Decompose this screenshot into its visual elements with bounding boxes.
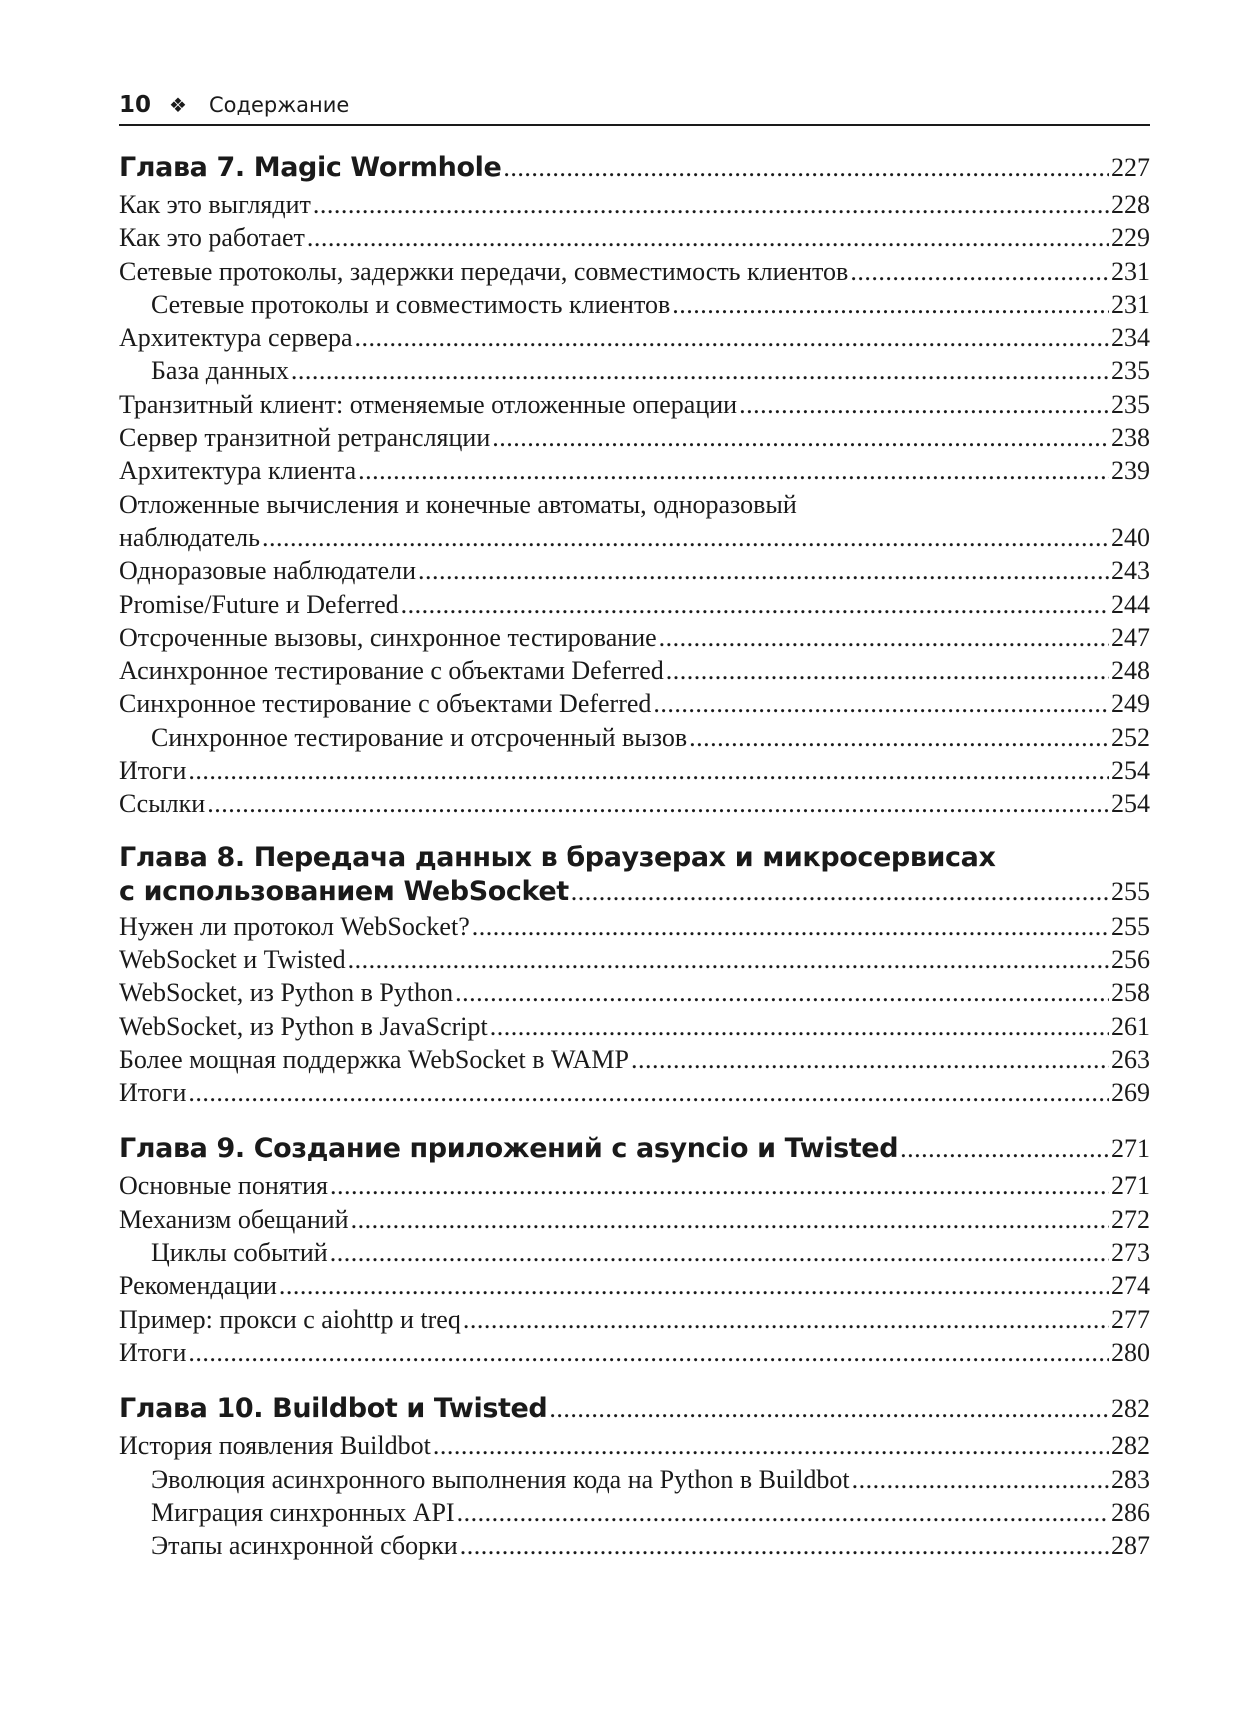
dot-leader	[503, 148, 1109, 188]
entry-title: наблюдатель	[119, 522, 260, 552]
dot-leader	[330, 1169, 1109, 1202]
toc-entry[interactable]	[119, 1269, 1150, 1302]
entry-title: Архитектура клиента	[119, 456, 357, 486]
entry-title: Синхронное тестирование с объектами Deferred	[119, 689, 652, 719]
chapter-page: 282	[1111, 1394, 1150, 1424]
entry-title: WebSocket и Twisted	[119, 944, 346, 974]
dot-leader	[433, 1429, 1109, 1462]
toc-entry[interactable]	[119, 388, 1150, 421]
entry-title: Отсроченные вызовы, синхронное тестирование	[119, 622, 657, 652]
entry-page: 255	[1111, 911, 1150, 941]
entry-title: Архитектура сервера	[119, 323, 353, 353]
dot-leader	[490, 1010, 1109, 1043]
entry-page: 277	[1111, 1304, 1150, 1334]
entry-title: Сетевые протоколы и совместимость клиентов	[151, 289, 671, 319]
dot-leader	[457, 1496, 1109, 1529]
chapter-heading[interactable]	[119, 1129, 1150, 1169]
toc-subentry[interactable]	[119, 354, 1150, 387]
dot-leader	[401, 588, 1109, 621]
toc-entry[interactable]	[119, 454, 1150, 487]
chapter-heading[interactable]	[119, 148, 1150, 188]
toc-entry[interactable]	[119, 588, 1150, 621]
toc-entry[interactable]	[119, 554, 1150, 587]
toc-subentry[interactable]	[119, 1496, 1150, 1529]
entry-page: 239	[1111, 456, 1150, 486]
entry-page: 228	[1111, 190, 1150, 219]
entry-title: Сетевые протоколы, задержки передачи, совместимость клиентов	[119, 256, 849, 286]
dot-leader	[188, 754, 1109, 787]
toc-entry[interactable]	[119, 910, 1150, 943]
entry-title: Миграция синхронных API	[151, 1497, 455, 1527]
ornament-icon: ❖	[169, 93, 187, 117]
dot-leader	[852, 1463, 1109, 1496]
dot-leader	[418, 554, 1109, 587]
toc-entry[interactable]	[119, 1429, 1150, 1462]
chapter-page: 227	[1111, 153, 1150, 182]
entry-page: 256	[1111, 944, 1150, 974]
entry-page: 274	[1111, 1271, 1150, 1301]
dot-leader	[666, 654, 1109, 687]
entry-page: 282	[1111, 1431, 1150, 1461]
dot-leader	[455, 976, 1109, 1009]
dot-leader	[188, 1336, 1109, 1369]
entry-page: 244	[1111, 589, 1150, 619]
entry-page: 272	[1111, 1204, 1150, 1234]
dot-leader	[313, 188, 1109, 221]
dot-leader	[348, 943, 1109, 976]
dot-leader	[460, 1529, 1109, 1562]
dot-leader	[672, 288, 1109, 321]
toc-entry[interactable]	[119, 976, 1150, 1009]
toc-entry[interactable]	[119, 1303, 1150, 1336]
entry-page: 258	[1111, 978, 1150, 1008]
entry-title: Пример: прокси с aiohttp и treq	[119, 1304, 461, 1334]
toc-subentry[interactable]	[119, 721, 1150, 754]
dot-leader	[279, 1269, 1109, 1302]
dot-leader	[631, 1043, 1109, 1076]
toc-entry[interactable]	[119, 1169, 1150, 1202]
dot-leader	[351, 1203, 1109, 1236]
entry-page: 280	[1111, 1337, 1150, 1367]
entry-page: 243	[1111, 556, 1150, 586]
entry-title: Итоги	[119, 1337, 187, 1367]
entry-page: 249	[1111, 689, 1150, 719]
toc-page	[119, 92, 1150, 1562]
page-number: 10	[119, 92, 152, 118]
entry-title: Более мощная поддержка WebSocket в WAMP	[119, 1044, 629, 1074]
toc-subentry[interactable]	[119, 288, 1150, 321]
dot-leader	[739, 388, 1109, 421]
chapter-title: Глава 7. Magic Wormhole	[119, 152, 502, 183]
running-header	[119, 92, 1150, 126]
dot-leader	[188, 1076, 1109, 1109]
toc-subentry[interactable]	[119, 1463, 1150, 1496]
chapter-9	[119, 1129, 1150, 1369]
entry-title: База данных	[151, 356, 289, 386]
dot-leader	[262, 521, 1109, 554]
dot-leader	[207, 787, 1109, 820]
toc-entry[interactable]	[119, 421, 1150, 454]
entry-title: Как это работает	[119, 223, 305, 253]
toc-entry[interactable]	[119, 321, 1150, 354]
entry-title: Асинхронное тестирование с объектами Deferred	[119, 656, 664, 686]
entry-page: 235	[1111, 389, 1150, 419]
chapter-page: 255	[1111, 876, 1150, 906]
chapter-page: 271	[1111, 1134, 1150, 1164]
entry-title: История появления Buildbot	[119, 1431, 431, 1461]
chapter-title: Глава 9. Создание приложений с asyncio и Twisted	[119, 1133, 899, 1165]
entry-page: 273	[1111, 1238, 1150, 1268]
chapter-10	[119, 1389, 1150, 1562]
toc-entry[interactable]	[119, 1010, 1150, 1043]
dot-leader	[291, 354, 1109, 387]
entry-page: 287	[1111, 1531, 1150, 1561]
entry-page: 261	[1111, 1011, 1150, 1041]
entry-page: 235	[1111, 356, 1150, 386]
dot-leader	[659, 621, 1109, 654]
dot-leader	[549, 1389, 1109, 1429]
entry-page: 247	[1111, 622, 1150, 652]
chapter-title: с использованием WebSocket	[119, 875, 569, 907]
entry-title: Одноразовые наблюдатели	[119, 556, 417, 586]
entry-title: Нужен ли протокол WebSocket?	[119, 911, 470, 941]
entry-page: 269	[1111, 1078, 1150, 1108]
entry-page: 238	[1111, 423, 1150, 453]
toc-entry[interactable]	[119, 787, 1150, 820]
toc-entry[interactable]	[119, 754, 1150, 787]
dot-leader	[571, 874, 1109, 910]
toc-entry[interactable]	[119, 255, 1150, 288]
dot-leader	[492, 421, 1109, 454]
entry-page: 271	[1111, 1171, 1150, 1201]
toc-entry[interactable]	[119, 1043, 1150, 1076]
dot-leader	[689, 721, 1109, 754]
entry-title: Promise/Future и Deferred	[119, 589, 399, 619]
dot-leader	[330, 1236, 1109, 1269]
entry-page: 286	[1111, 1497, 1150, 1527]
chapter-heading[interactable]	[119, 1389, 1150, 1429]
dot-leader	[900, 1129, 1109, 1169]
entry-page: 254	[1111, 789, 1150, 819]
entry-title: WebSocket, из Python в Python	[119, 978, 454, 1008]
dot-leader	[307, 221, 1109, 254]
toc-entry[interactable]	[119, 521, 1150, 554]
entry-page: 240	[1111, 522, 1150, 552]
chapter-8	[119, 841, 1150, 1110]
toc-entry[interactable]	[119, 221, 1150, 254]
running-title: Содержание	[208, 93, 350, 117]
entry-title: Основные понятия	[119, 1171, 328, 1201]
toc-entry[interactable]	[119, 188, 1150, 221]
dot-leader	[472, 910, 1109, 943]
toc-subentry[interactable]	[119, 1529, 1150, 1562]
entry-page: 231	[1111, 289, 1150, 319]
entry-page: 254	[1111, 756, 1150, 786]
entry-page: 263	[1111, 1044, 1150, 1074]
entry-title: Сервер транзитной ретрансляции	[119, 423, 491, 453]
toc-entry[interactable]	[119, 1076, 1150, 1109]
entry-title: Рекомендации	[119, 1271, 277, 1301]
dot-leader	[355, 321, 1109, 354]
entry-title: Итоги	[119, 756, 187, 786]
dot-leader	[463, 1303, 1109, 1336]
chapter-title-line1[interactable]: Глава 8. Передача данных в браузерах и микросервисах	[119, 841, 996, 873]
chapter-heading[interactable]	[119, 874, 1150, 910]
entry-title: Ссылки	[119, 789, 206, 819]
toc-subentry[interactable]	[119, 1236, 1150, 1269]
dot-leader	[850, 255, 1109, 288]
entry-page: 231	[1111, 256, 1150, 286]
entry-title: Итоги	[119, 1078, 187, 1108]
entry-page: 234	[1111, 323, 1150, 353]
entry-page: 252	[1111, 722, 1150, 752]
dot-leader	[653, 687, 1109, 720]
entry-title: Циклы событий	[151, 1238, 328, 1268]
entry-title: Транзитный клиент: отменяемые отложенные операции	[119, 389, 738, 419]
toc-entry[interactable]	[119, 943, 1150, 976]
chapter-7	[119, 148, 1150, 821]
entry-title: Синхронное тестирование и отсроченный вызов	[151, 722, 688, 752]
entry-title: Механизм обещаний	[119, 1204, 349, 1234]
chapter-title: Глава 10. Buildbot и Twisted	[119, 1393, 548, 1425]
entry-page: 283	[1111, 1464, 1150, 1494]
entry-title: Эволюция асинхронного выполнения кода на Python в Buildbot	[151, 1464, 850, 1494]
toc-entry[interactable]	[119, 1203, 1150, 1236]
dot-leader	[358, 454, 1109, 487]
toc-entry[interactable]	[119, 621, 1150, 654]
toc-entry[interactable]	[119, 687, 1150, 720]
entry-page: 229	[1111, 223, 1150, 253]
entry-page: 248	[1111, 656, 1150, 686]
toc-entry[interactable]	[119, 654, 1150, 687]
entry-title: Этапы асинхронной сборки	[151, 1531, 458, 1561]
entry-title-line1[interactable]: Отложенные вычисления и конечные автоматы, одноразовый	[119, 489, 797, 519]
entry-title: WebSocket, из Python в JavaScript	[119, 1011, 488, 1041]
toc-entry[interactable]	[119, 1336, 1150, 1369]
entry-title: Как это выглядит	[119, 190, 311, 219]
